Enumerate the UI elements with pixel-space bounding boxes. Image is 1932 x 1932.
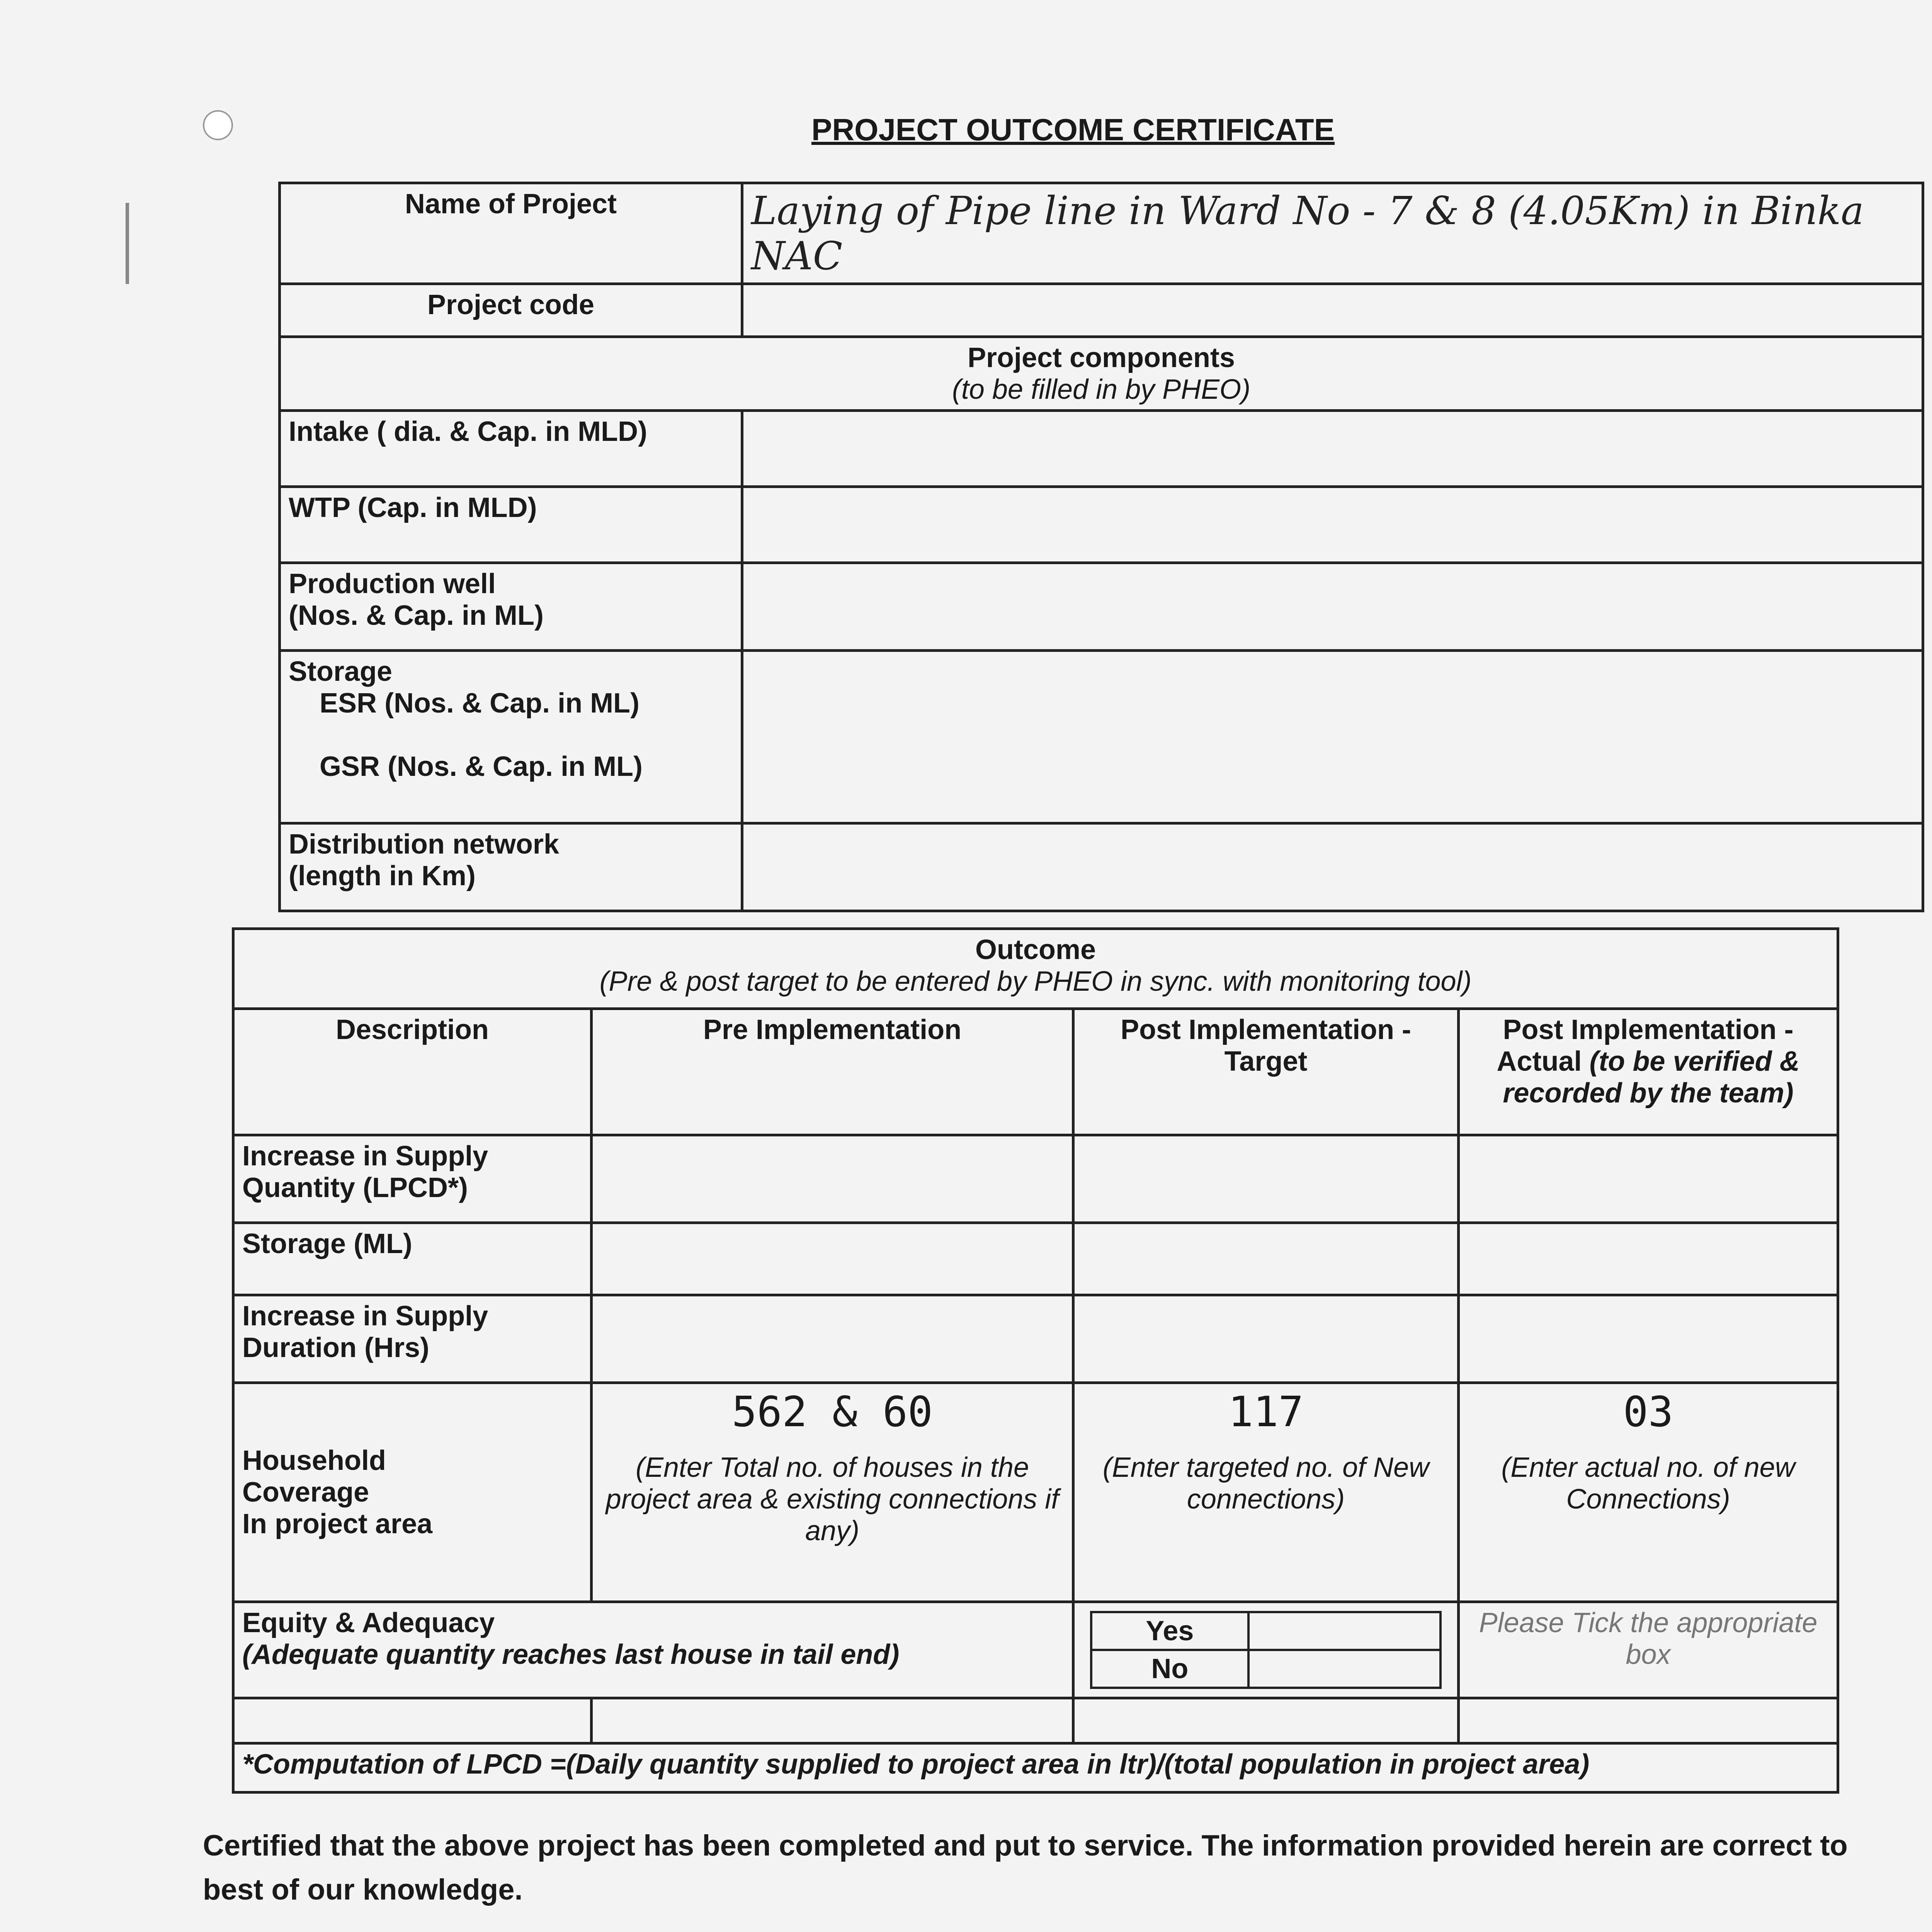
household-target-value: 117	[1228, 1388, 1304, 1436]
page-title: PROJECT OUTCOME CERTIFICATE	[811, 112, 1335, 147]
storage-ml-label: Storage (ML)	[233, 1223, 592, 1295]
col-post-target: Post Implementation - Target	[1073, 1009, 1459, 1135]
project-components-table	[278, 182, 1924, 912]
project-code-label: Project code	[280, 284, 742, 337]
col-pre: Pre Implementation	[592, 1009, 1073, 1135]
col-post-actual	[1459, 1009, 1838, 1135]
household-label: Household Coverage In project area	[233, 1383, 592, 1602]
intake-label: Intake ( dia. & Cap. in MLD)	[280, 411, 742, 487]
distribution-network-value	[742, 823, 1923, 911]
certification-text: Certified that the above project has been completed and put to service. The information provided herein are correct to best of our knowledge.	[203, 1829, 1848, 1906]
supply-quantity-label: Increase in Supply Quantity (LPCD*)	[233, 1135, 592, 1223]
name-of-project-label: Name of Project	[280, 183, 742, 284]
tick-note: Please Tick the appropriate box	[1459, 1602, 1838, 1698]
lpcd-footnote: *Computation of LPCD =(Daily quantity supplied to project area in ltr)/(total population in project area)	[233, 1743, 1838, 1793]
household-target-note: (Enter targeted no. of New connections)	[1102, 1452, 1429, 1515]
equity-options	[1073, 1602, 1459, 1698]
equity-note: (Adequate quantity reaches last house in tail end)	[242, 1639, 900, 1670]
outcome-title: Outcome	[975, 934, 1096, 965]
household-actual-value: 03	[1623, 1388, 1673, 1436]
household-actual-note: (Enter actual no. of new Connections)	[1501, 1452, 1795, 1515]
household-target-cell	[1073, 1383, 1459, 1602]
equity-label: Equity & Adequacy	[242, 1607, 495, 1638]
yes-checkbox[interactable]	[1248, 1612, 1440, 1650]
col-post-actual-label: Post Implementation -Actual	[1497, 1014, 1794, 1077]
no-label: No	[1091, 1650, 1248, 1688]
punch-hole	[203, 110, 233, 140]
col-post-actual-note: (to be verified & recorded by the team)	[1503, 1046, 1800, 1109]
production-well-label: Production well (Nos. & Cap. in ML)	[280, 563, 742, 651]
outcome-subtitle: (Pre & post target to be entered by PHEO in sync. with monitoring tool)	[599, 966, 1472, 997]
distribution-network-label: Distribution network (length in Km)	[280, 823, 742, 911]
col-description: Description	[233, 1009, 592, 1135]
name-of-project-value: Laying of Pipe line in Ward No - 7 & 8 (4.05Km) in Binka NAC	[742, 183, 1923, 284]
supply-duration-label: Increase in Supply Duration (Hrs)	[233, 1295, 592, 1383]
yes-no-boxes	[1090, 1611, 1442, 1689]
components-subtitle: (to be filled in by PHEO)	[952, 374, 1251, 405]
margin-mark	[126, 203, 129, 284]
household-pre-cell	[592, 1383, 1073, 1602]
components-heading	[280, 337, 1923, 411]
wtp-label: WTP (Cap. in MLD)	[280, 487, 742, 563]
storage-label: Storage ESR (Nos. & Cap. in ML) GSR (Nos. & Cap. in ML)	[280, 651, 742, 823]
outcome-heading	[233, 929, 1838, 1009]
components-title: Project components	[967, 342, 1235, 373]
equity-cell	[233, 1602, 1073, 1698]
household-pre-value: 562 & 60	[731, 1388, 933, 1436]
household-pre-note: (Enter Total no. of houses in the project area & existing connections if any)	[605, 1452, 1059, 1546]
yes-label: Yes	[1091, 1612, 1248, 1650]
wtp-value	[742, 487, 1923, 563]
production-well-value	[742, 563, 1923, 651]
project-code-value	[742, 284, 1923, 337]
storage-value	[742, 651, 1923, 823]
no-checkbox[interactable]	[1248, 1650, 1440, 1688]
outcome-table	[232, 927, 1839, 1794]
household-actual-cell	[1459, 1383, 1838, 1602]
intake-value	[742, 411, 1923, 487]
